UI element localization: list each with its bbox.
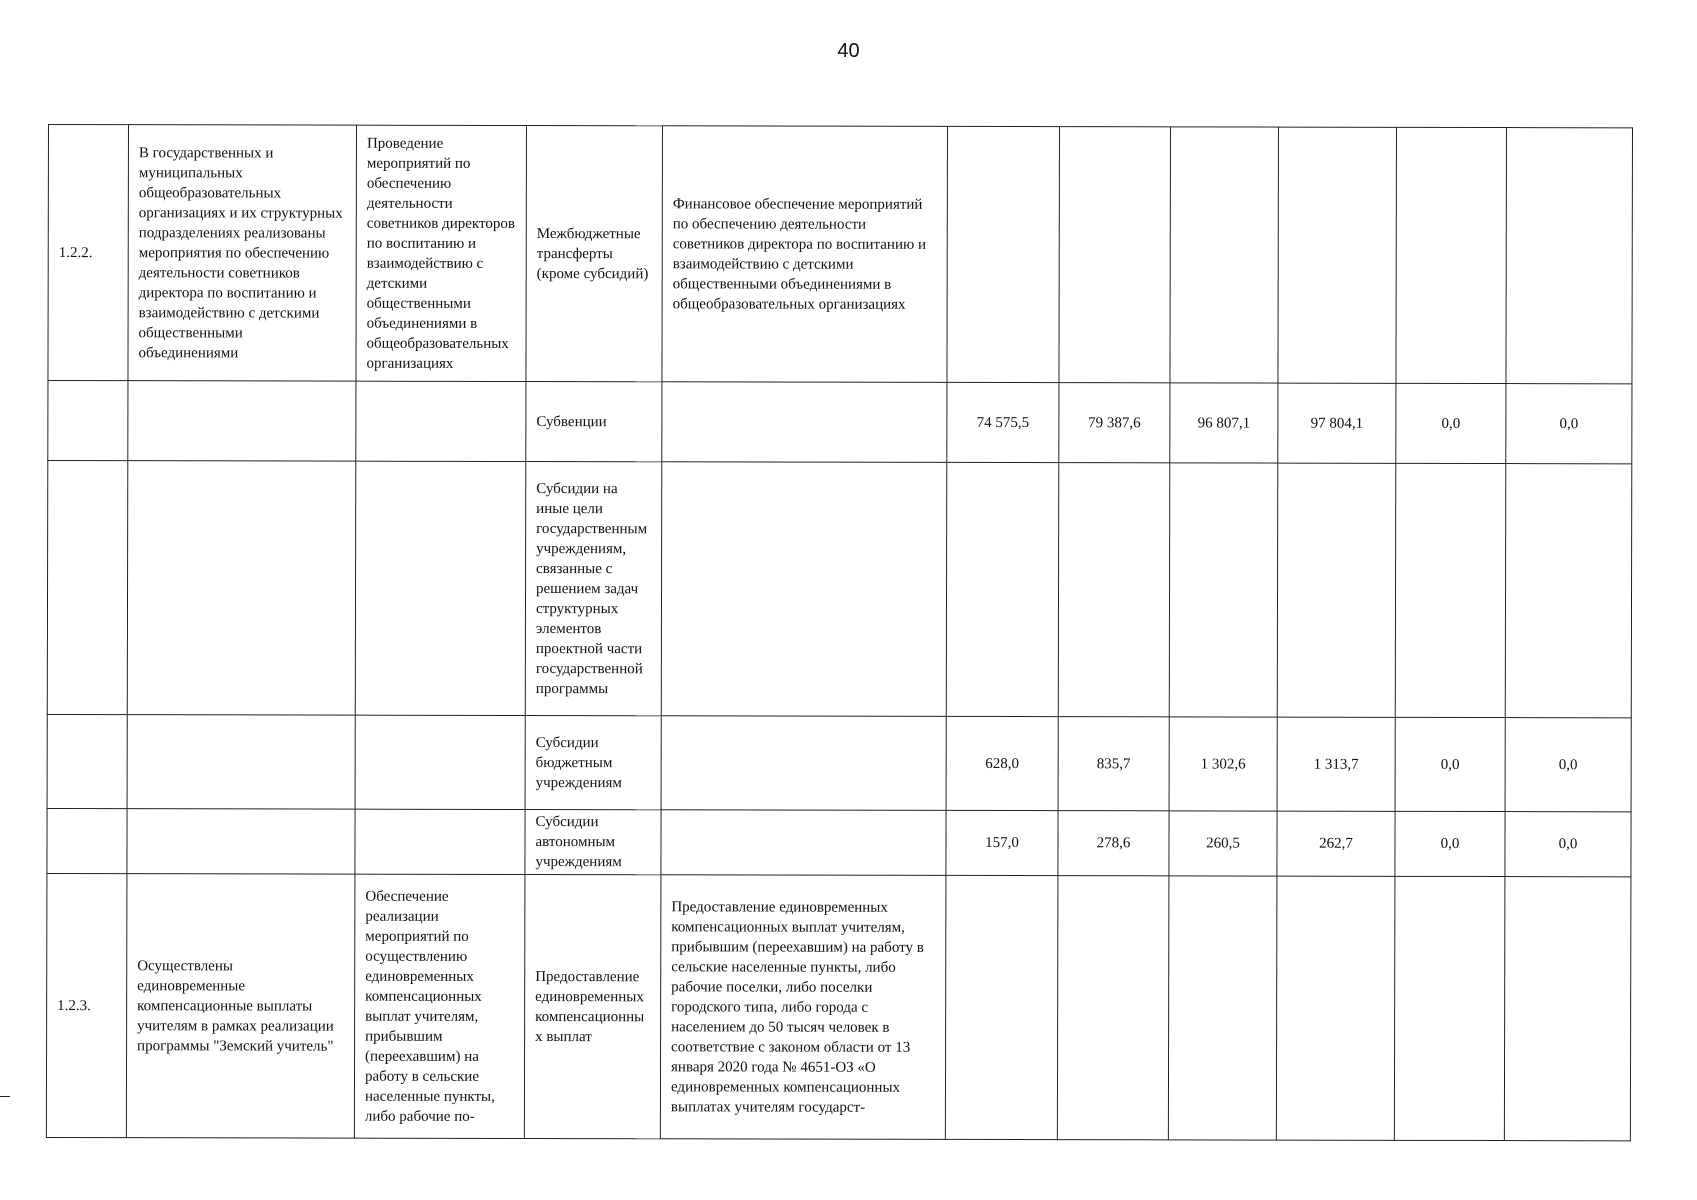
value-cell xyxy=(1506,128,1633,384)
table-row xyxy=(46,873,1631,1140)
value-cell: 0,0 xyxy=(1395,717,1505,811)
value-cell: 835,7 xyxy=(1058,717,1169,811)
funding-type-cell: Субсидии бюджетным учреждениям xyxy=(525,716,661,810)
table-row xyxy=(47,714,1631,811)
description-cell xyxy=(661,462,947,717)
value-cell: 79 387,6 xyxy=(1059,383,1170,463)
table-row xyxy=(47,808,1631,876)
measure-cell xyxy=(355,715,525,809)
measure-cell: Обеспечение реализации мероприятий по осуществлению единовременных компенсационных выплат учителям, прибывшим (переехавшим) на работу в сельские населенные пункты, либо рабочие по- xyxy=(354,874,525,1138)
funding-type-cell: Субсидии на иные цели государственным учреждениям, связанные с решением задач структурных элементов проектной части государственной программы xyxy=(525,462,662,716)
page-number: 40 xyxy=(837,40,860,62)
result-cell xyxy=(127,809,355,874)
result-cell: В государственных и муниципальных общеобразовательных организациях и их структурных подразделениях реализованы мероприятия по обеспечению деятельности советников директора по воспитанию и взаимодействию с детскими общественными объединениями xyxy=(128,125,357,381)
value-cell xyxy=(947,126,1060,382)
table-row xyxy=(48,381,1632,464)
value-cell xyxy=(1059,127,1171,383)
value-cell xyxy=(1169,463,1278,717)
row-code xyxy=(47,808,127,873)
margin-mark xyxy=(0,1096,10,1097)
value-cell xyxy=(1394,876,1505,1140)
row-code xyxy=(47,714,127,808)
value-cell: 0,0 xyxy=(1395,811,1505,876)
result-cell xyxy=(128,381,356,461)
value-cell: 0,0 xyxy=(1505,812,1631,877)
value-cell: 74 575,5 xyxy=(947,382,1059,462)
value-cell xyxy=(1395,463,1506,717)
value-cell xyxy=(1396,127,1507,383)
funding-type-cell: Межбюджетные трансферты (кроме субсидий) xyxy=(526,126,663,382)
funding-type-cell: Субвенции xyxy=(526,382,662,462)
value-cell: 262,7 xyxy=(1277,811,1395,876)
funding-type-cell: Субсидии автономным учреждениям xyxy=(525,810,661,875)
row-code: 1.2.2. xyxy=(48,125,129,381)
description-cell xyxy=(661,810,946,876)
value-cell xyxy=(1058,463,1170,717)
value-cell: 0,0 xyxy=(1396,383,1506,463)
value-cell xyxy=(1277,463,1396,717)
value-cell xyxy=(1170,127,1279,383)
value-cell: 157,0 xyxy=(946,810,1058,875)
value-cell: 0,0 xyxy=(1505,718,1631,812)
description-cell xyxy=(662,382,947,463)
value-cell xyxy=(1505,464,1632,718)
funding-table xyxy=(46,124,1633,1141)
value-cell: 97 804,1 xyxy=(1278,383,1396,463)
value-cell: 1 302,6 xyxy=(1169,717,1277,811)
value-cell: 278,6 xyxy=(1058,811,1169,876)
result-cell xyxy=(127,461,356,715)
value-cell xyxy=(1168,876,1277,1140)
description-cell: Предоставление единовременных компенсационных выплат учителям, прибывшим (переехавшим) на работу в сельские населенные пункты, либо рабочие поселки, либо поселки городского типа, либо города с населением до 50 тысяч человек в соответствие с законом области от 13 января 2020 года № 4651-ОЗ «О единовременных компенсационных выплатах учителям государст- xyxy=(660,875,946,1140)
value-cell xyxy=(1504,877,1631,1141)
measure-cell xyxy=(356,381,526,461)
measure-cell: Проведение мероприятий по обеспечению деятельности советников директоров по воспитанию и взаимодействию с детскими общественными объединениями в общеобразовательных организациях xyxy=(356,125,527,381)
value-cell: 1 313,7 xyxy=(1277,717,1395,811)
value-cell xyxy=(1278,127,1397,383)
value-cell xyxy=(1057,876,1169,1140)
table-row xyxy=(48,125,1633,384)
value-cell: 628,0 xyxy=(946,716,1058,810)
funding-type-cell: Предоставление единовременных компенсационных выплат xyxy=(524,875,661,1139)
result-cell: Осуществлены единовременные компенсационные выплаты учителям в рамках реализации программы "Земский учитель" xyxy=(126,874,355,1138)
value-cell: 0,0 xyxy=(1506,384,1632,464)
description-cell xyxy=(661,716,946,811)
measure-cell xyxy=(355,461,526,715)
value-cell: 260,5 xyxy=(1169,811,1277,876)
value-cell xyxy=(946,462,1059,716)
value-cell xyxy=(945,875,1058,1139)
result-cell xyxy=(127,715,355,809)
row-code xyxy=(47,461,128,715)
measure-cell xyxy=(355,809,525,874)
table-row xyxy=(47,461,1632,718)
row-code: 1.2.3. xyxy=(46,873,127,1137)
value-cell: 96 807,1 xyxy=(1170,383,1278,463)
value-cell xyxy=(1276,876,1395,1140)
row-code xyxy=(48,381,128,461)
description-cell: Финансовое обеспечение мероприятий по обеспечению деятельности советников директора по воспитанию и взаимодействию с детскими общественными объединениями в общеобразовательных организациях xyxy=(662,126,948,383)
